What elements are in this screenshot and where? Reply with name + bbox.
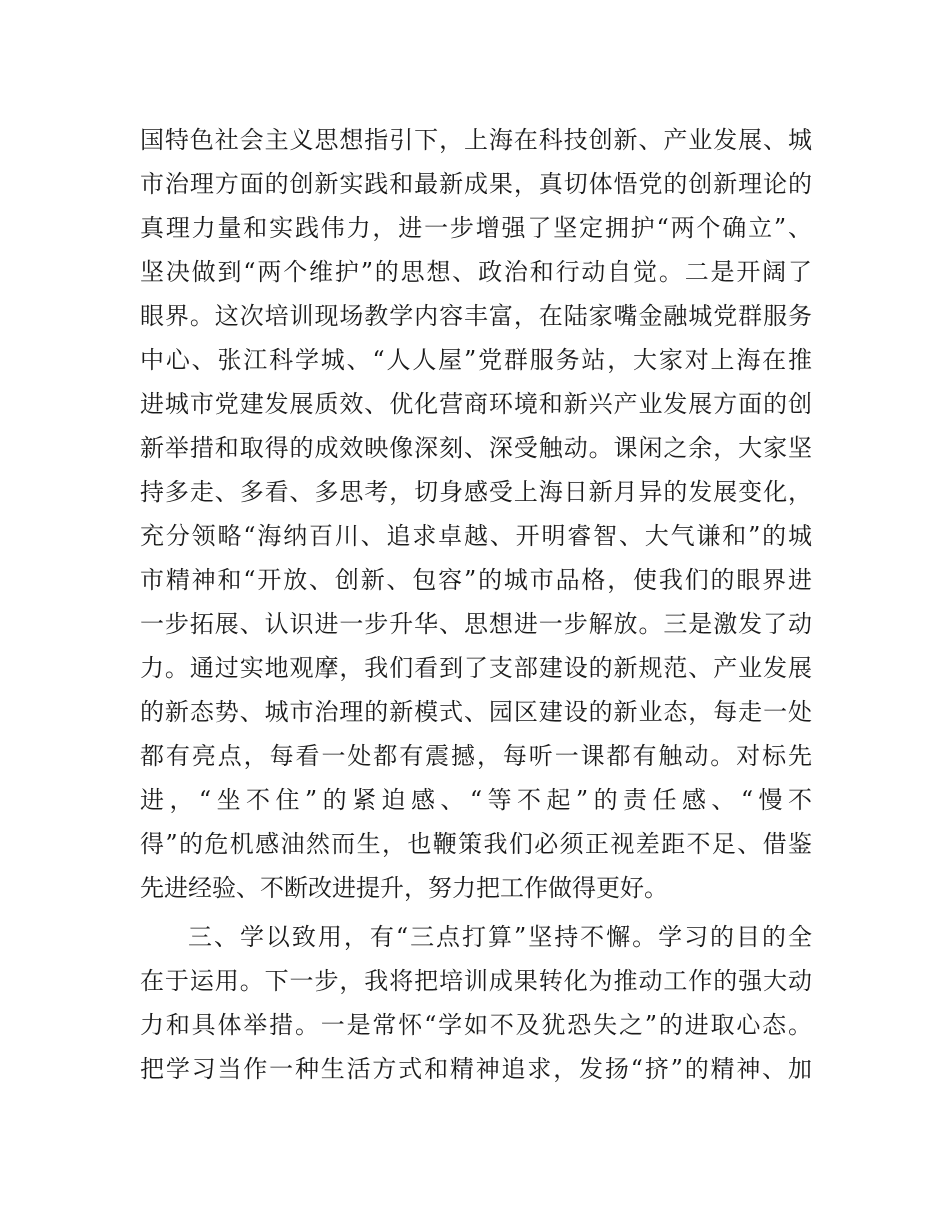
text-line: 三、学以致用，有“三点打算”坚持不懈。学习的目的全 bbox=[188, 923, 812, 951]
text-line: 眼界。这次培训现场教学内容丰富，在陆家嘴金融城党群服务 bbox=[140, 302, 812, 330]
text-line: 进城市党建发展质效、优化营商环境和新兴产业发展方面的创 bbox=[140, 390, 812, 418]
text-line: 一步拓展、认识进一步升华、思想进一步解放。三是激发了动 bbox=[140, 610, 812, 638]
text-line: 市治理方面的创新实践和最新成果，真切体悟党的创新理论的 bbox=[140, 170, 812, 198]
text-line: 市精神和“开放、创新、包容”的城市品格，使我们的眼界进 bbox=[140, 566, 812, 594]
text-line: 进，“坐不住”的紧迫感、“等不起”的责任感、“慢不 bbox=[140, 786, 812, 814]
text-line: 充分领略“海纳百川、追求卓越、开明睿智、大气谦和”的城 bbox=[140, 522, 812, 550]
text-line: 都有亮点，每看一处都有震撼，每听一课都有触动。对标先 bbox=[140, 742, 812, 770]
text-line: 力。通过实地观摩，我们看到了支部建设的新规范、产业发展 bbox=[140, 654, 812, 682]
text-line: 在于运用。下一步，我将把培训成果转化为推动工作的强大动 bbox=[140, 967, 812, 995]
text-line: 坚决做到“两个维护”的思想、政治和行动自觉。二是开阔了 bbox=[140, 258, 812, 286]
text-line: 力和具体举措。一是常怀“学如不及犹恐失之”的进取心态。 bbox=[140, 1011, 812, 1039]
text-line: 真理力量和实践伟力，进一步增强了坚定拥护“两个确立”、 bbox=[140, 214, 812, 242]
text-line: 把学习当作一种生活方式和精神追求，发扬“挤”的精神、加 bbox=[140, 1055, 812, 1083]
text-line: 新举措和取得的成效映像深刻、深受触动。课闲之余，大家坚 bbox=[140, 434, 812, 462]
text-line: 中心、张江科学城、“人人屋”党群服务站，大家对上海在推 bbox=[140, 346, 812, 374]
text-line: 国特色社会主义思想指引下，上海在科技创新、产业发展、城 bbox=[140, 126, 812, 154]
text-line: 持多走、多看、多思考，切身感受上海日新月异的发展变化， bbox=[140, 478, 812, 506]
text-line: 得”的危机感油然而生，也鞭策我们必须正视差距不足、借鉴 bbox=[140, 830, 812, 858]
text-line: 的新态势、城市治理的新模式、园区建设的新业态，每走一处 bbox=[140, 698, 812, 726]
text-line: 先进经验、不断改进提升，努力把工作做得更好。 bbox=[140, 874, 668, 902]
